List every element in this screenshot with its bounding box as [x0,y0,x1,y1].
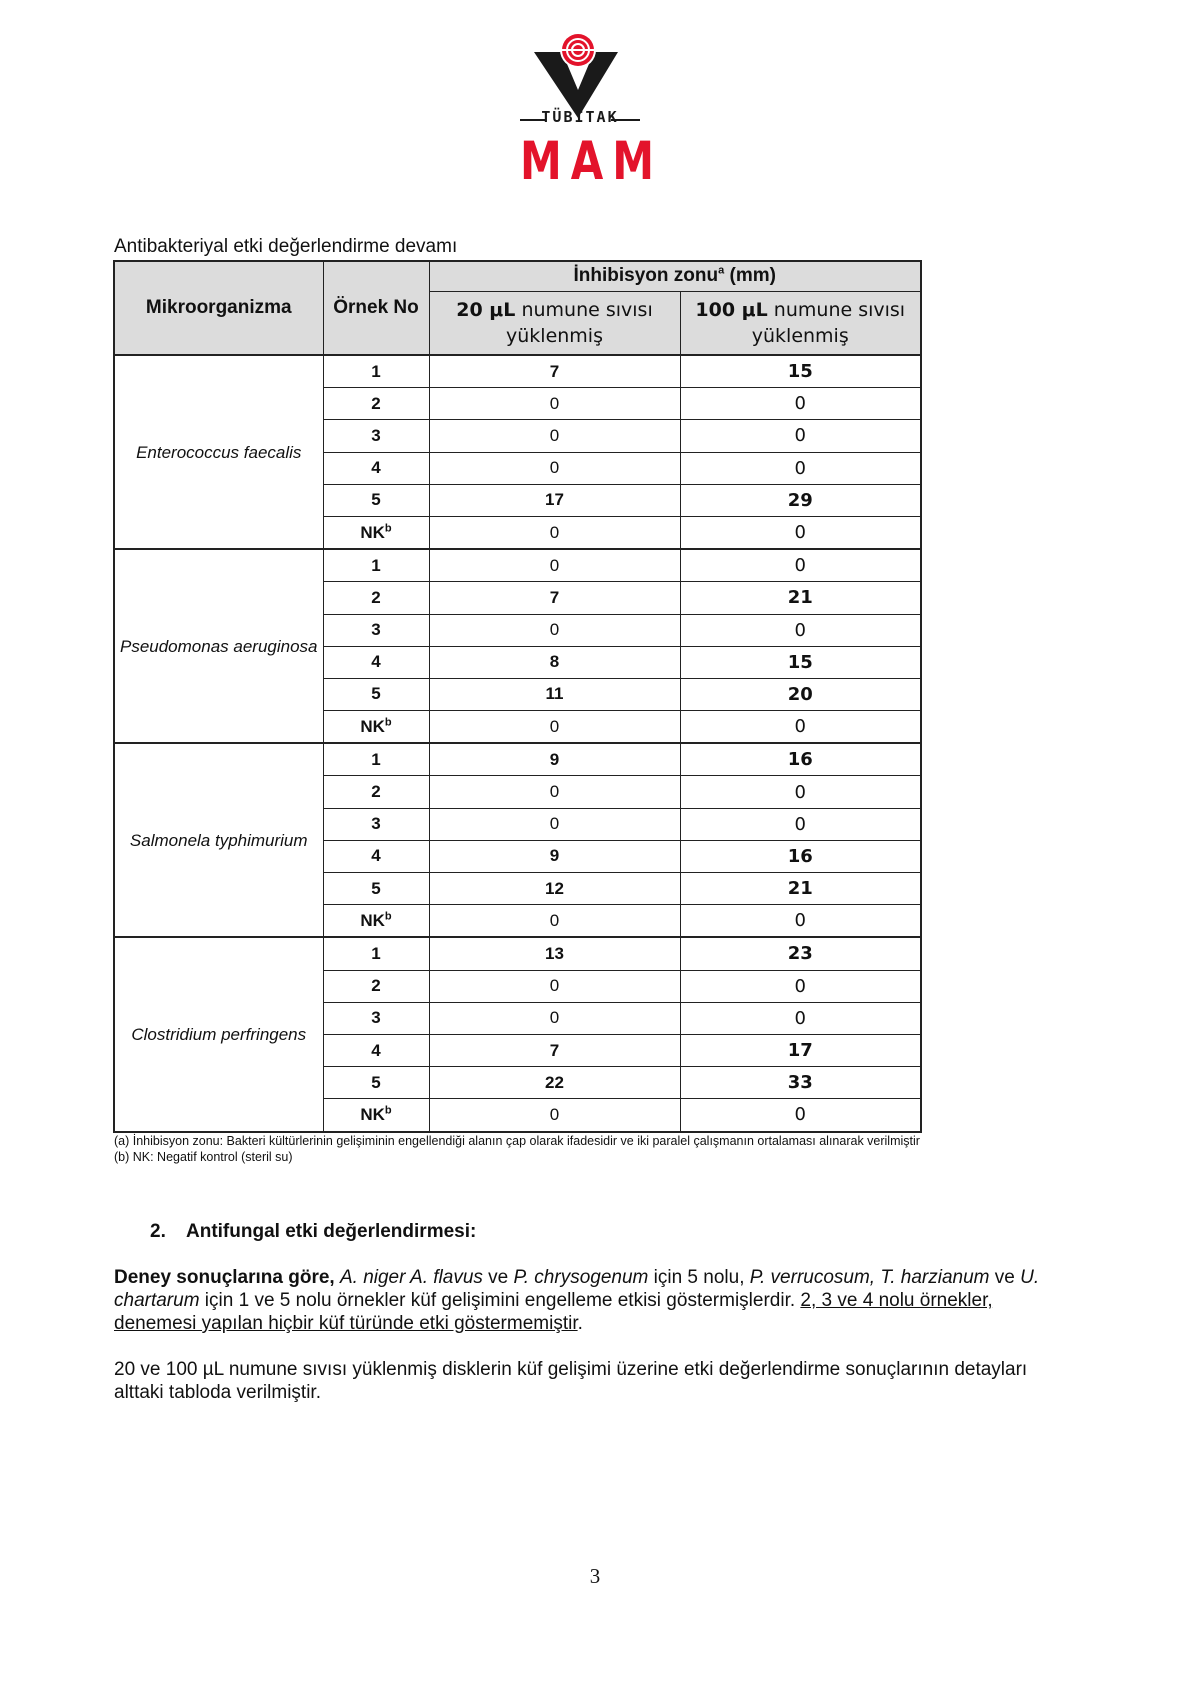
sample-no: 3 [371,425,381,445]
sample-no: 5 [371,490,381,510]
inhibition-unit: (mm) [729,265,776,287]
sample-no-sup: b [384,521,392,534]
organism-cell: Salmonela typhimurium [114,743,323,937]
value-20ul-cell: 8 [429,646,680,678]
sample-no-cell [323,1099,429,1132]
sample-no-cell [323,388,429,420]
sample-no-cell [323,970,429,1002]
value-100ul-cell: 0 [680,970,921,1002]
para1-species-2: P. chrysogenum [513,1267,649,1288]
value-20ul-cell: 0 [429,388,680,420]
inhibition-zone-table [113,260,922,1133]
value-100ul-cell: 0 [680,1099,921,1132]
value-20ul-cell: 0 [429,776,680,808]
sample-no-cell [323,808,429,840]
value-20ul-cell: 9 [429,840,680,872]
sample-no-cell [323,678,429,710]
value-20ul-cell: 0 [429,711,680,744]
value-20ul-cell: 7 [429,355,680,388]
para1-end: . [577,1313,583,1334]
section-number: 2. [150,1221,166,1242]
sample-no-cell [323,484,429,516]
sample-no-cell [323,905,429,938]
table-row [114,743,921,776]
value-100ul-cell: 20 [680,678,921,710]
value-100ul-cell: 0 [680,420,921,452]
value-100ul-cell: 0 [680,1002,921,1034]
value-100ul-cell: 29 [680,484,921,516]
sample-no-cell [323,711,429,744]
sample-no-cell [323,646,429,678]
sample-no-cell [323,549,429,582]
value-100ul-cell: 0 [680,516,921,549]
sample-no-cell [323,776,429,808]
sample-no: NK [360,716,385,736]
table-body [114,355,921,1132]
value-20ul-cell: 0 [429,1002,680,1034]
sample-no-cell [323,1067,429,1099]
footnote-a: (a) İnhibisyon zonu: Bakteri kültürlerinin gelişiminin engellendiği alanın çap olarak ifadesidir ve iki paralel çalışmanın ortalaması alınarak verilmiştir [114,1134,920,1148]
sample-no: NK [360,522,385,542]
sample-no-cell [323,582,429,614]
value-20ul-cell: 9 [429,743,680,776]
value-100ul-cell: 0 [680,808,921,840]
footnote-b: (b) NK: Negatif kontrol (steril su) [114,1150,293,1164]
value-100ul-cell: 16 [680,743,921,776]
value-20ul-cell: 0 [429,452,680,484]
sample-no: 2 [371,393,381,413]
value-100ul-cell: 0 [680,614,921,646]
sample-no-cell [323,420,429,452]
sample-no-cell [323,355,429,388]
col-header-sample: Örnek No [323,261,429,355]
value-20ul-cell: 7 [429,1034,680,1066]
col-header-100ul-bold: 100 μL [695,298,768,321]
value-20ul-cell: 0 [429,1099,680,1132]
value-100ul-cell: 0 [680,905,921,938]
value-100ul-cell: 0 [680,776,921,808]
value-20ul-cell: 11 [429,678,680,710]
value-20ul-cell: 17 [429,484,680,516]
sample-no: 4 [371,652,381,672]
value-100ul-cell: 15 [680,355,921,388]
col-header-20ul-rest: numune sıvısı yüklenmiş [506,298,653,347]
sample-no: 3 [371,1008,381,1028]
results-paragraph [114,1266,1079,1335]
para1-text-4: ve [989,1267,1021,1288]
sample-no: 4 [371,458,381,478]
col-header-organism: Mikroorganizma [114,261,323,355]
col-header-100ul [680,291,921,355]
table-row [114,355,921,388]
sample-no-cell [323,516,429,549]
value-20ul-cell: 22 [429,1067,680,1099]
value-20ul-cell: 0 [429,970,680,1002]
value-100ul-cell: 0 [680,711,921,744]
para1-lead: Deney sonuçlarına göre, [114,1267,335,1288]
value-100ul-cell: 15 [680,646,921,678]
para1-text-2: ve [482,1267,514,1288]
value-20ul-cell: 0 [429,516,680,549]
section-heading [150,1221,476,1243]
value-20ul-cell: 13 [429,937,680,970]
col-header-20ul-bold: 20 μL [456,298,516,321]
sample-no-cell [323,614,429,646]
sample-no: 3 [371,620,381,640]
value-20ul-cell: 0 [429,420,680,452]
sample-no: 4 [371,846,381,866]
sample-no-cell [323,873,429,905]
para1-species-1: A. niger A. flavus [339,1267,483,1288]
logo-top-text: TÜBİTAK [541,108,619,126]
sample-no: 5 [371,684,381,704]
sample-no-cell [323,452,429,484]
sample-no: 2 [371,782,381,802]
section-title: Antifungal etki değerlendirmesi: [186,1221,477,1242]
sample-no: 1 [371,749,381,769]
value-20ul-cell: 0 [429,808,680,840]
value-100ul-cell: 21 [680,873,921,905]
details-paragraph: 20 ve 100 µL numune sıvısı yüklenmiş disklerin küf gelişimi üzerine etki değerlendirme sonuçlarının detayları alttaki tabloda verilmiştir. [114,1359,1028,1403]
sample-no: 1 [371,555,381,575]
sample-no: 3 [371,814,381,834]
sample-no: 4 [371,1040,381,1060]
value-20ul-cell: 0 [429,549,680,582]
value-100ul-cell: 0 [680,549,921,582]
table-row [114,549,921,582]
para1-species-3: P. verrucosum, T. harzianum [749,1267,990,1288]
col-header-20ul [429,291,680,355]
organism-cell: Enterococcus faecalis [114,355,323,549]
value-100ul-cell: 23 [680,937,921,970]
sample-no-cell [323,743,429,776]
value-100ul-cell: 16 [680,840,921,872]
value-100ul-cell: 21 [680,582,921,614]
tubitak-mam-logo [520,28,670,192]
sample-no: 2 [371,976,381,996]
para1-underlined: 2, 3 ve 4 nolu örnekler, denemesi yapılan hiçbir küf türünde etki göstermemiştir [114,1290,993,1334]
table-footnotes [114,1133,920,1165]
sample-no: 5 [371,1072,381,1092]
organism-cell: Pseudomonas aeruginosa [114,549,323,743]
sample-no: 1 [371,943,381,963]
para1-text-5: için 1 ve 5 nolu örnekler küf gelişimini engelleme etkisi göstermişlerdir. [199,1290,801,1311]
value-20ul-cell: 0 [429,905,680,938]
sample-no: NK [360,1104,385,1124]
sample-no: 1 [371,361,381,381]
para1-text-3: için 5 nolu, [648,1267,750,1288]
value-100ul-cell: 0 [680,388,921,420]
col-header-100ul-rest: numune sıvısı yüklenmiş [751,298,906,347]
col-header-inhibition-group [429,261,921,291]
para1-species-4: U. chartarum [114,1267,1040,1311]
sample-no-sup: b [384,716,392,728]
value-100ul-cell: 0 [680,452,921,484]
value-100ul-cell: 17 [680,1034,921,1066]
organism-cell: Clostridium perfringens [114,937,323,1131]
value-100ul-cell: 33 [680,1067,921,1099]
sample-no-sup: b [384,1104,392,1117]
table-row [114,937,921,970]
sample-no-cell [323,1034,429,1066]
sample-no: 5 [371,878,381,898]
logo-bottom-text: MAM [520,130,664,192]
sample-no-cell [323,1002,429,1034]
sample-no: 2 [371,587,381,607]
sample-no: NK [360,910,385,930]
sample-no-cell [323,840,429,872]
value-20ul-cell: 0 [429,614,680,646]
value-20ul-cell: 12 [429,873,680,905]
inhibition-title: İnhibisyon zonu [573,265,719,287]
sample-no-sup: b [384,910,392,923]
value-20ul-cell: 7 [429,582,680,614]
page-number: 3 [589,1564,601,1588]
inhibition-title-sup: a [718,264,725,277]
table-caption: Antibakteriyal etki değerlendirme devamı [114,236,458,257]
sample-no-cell [323,937,429,970]
